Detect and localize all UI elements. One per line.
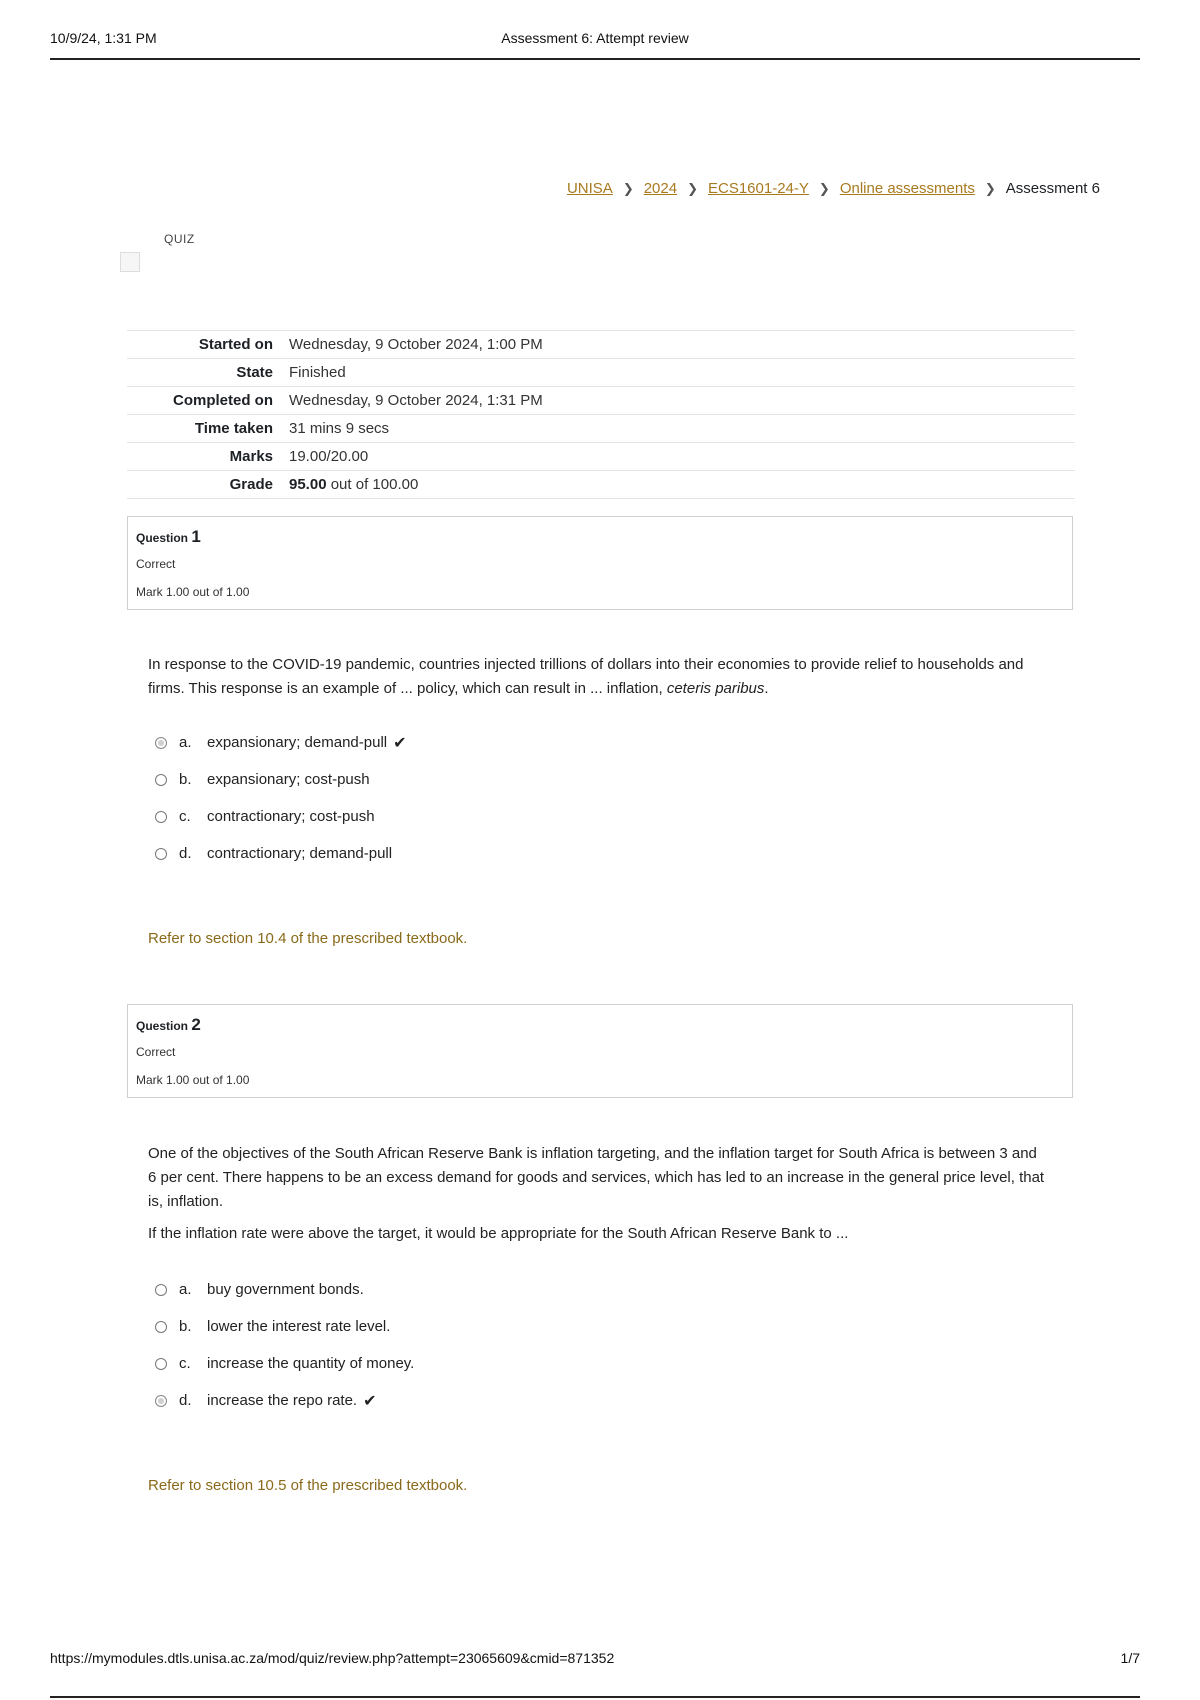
option-text: expansionary; demand-pull: [207, 734, 388, 751]
summary-value: [281, 471, 1075, 499]
radio-icon[interactable]: [155, 1284, 167, 1296]
radio-icon[interactable]: [155, 774, 167, 786]
question-number-value: 2: [191, 1015, 201, 1034]
summary-value: Finished: [281, 359, 1075, 387]
question-number-value: 1: [191, 527, 201, 546]
question-text-end: .: [764, 680, 769, 697]
option-letter: a.: [179, 734, 192, 751]
option-letter: c.: [179, 1355, 191, 1372]
breadcrumb-current: Assessment 6: [1005, 180, 1100, 197]
breadcrumb-link-unisa[interactable]: UNISA: [566, 180, 613, 197]
radio-icon[interactable]: [155, 1321, 167, 1333]
activity-type-label: QUIZ: [164, 232, 195, 246]
answer-options-1: [155, 724, 855, 872]
checkmark-icon: ✔: [393, 734, 407, 752]
answer-options-2: [155, 1271, 855, 1419]
question-text-1: [148, 653, 1048, 709]
summary-value: 19.00/20.00: [281, 443, 1075, 471]
question-number: [136, 1015, 1064, 1035]
summary-label: Grade: [127, 471, 281, 499]
question-info-1: [127, 516, 1073, 610]
summary-value: Wednesday, 9 October 2024, 1:00 PM: [281, 331, 1075, 359]
question-state: Correct: [136, 557, 176, 571]
question-label: Question: [136, 531, 189, 545]
question-text-paragraph: [148, 653, 1048, 701]
option-text: contractionary; demand-pull: [207, 845, 393, 862]
summary-label: State: [127, 359, 281, 387]
answer-option-a[interactable]: [155, 1271, 855, 1308]
grade-score: 95.00: [289, 476, 327, 493]
option-text: lower the interest rate level.: [207, 1318, 391, 1335]
print-title: Assessment 6: Attempt review: [501, 30, 689, 46]
checkmark-icon: ✔: [363, 1392, 377, 1410]
quiz-icon: [120, 252, 140, 272]
question-mark: Mark 1.00 out of 1.00: [136, 1073, 250, 1087]
summary-row-state: [127, 359, 1075, 387]
print-url: https://mymodules.dtls.unisa.ac.za/mod/quiz/review.php?attempt=23065609&cmid=871352: [50, 1650, 615, 1666]
answer-option-c[interactable]: [155, 1345, 855, 1382]
answer-option-b[interactable]: [155, 761, 855, 798]
option-letter: c.: [179, 808, 191, 825]
option-letter: d.: [179, 1392, 192, 1409]
question-info-2: [127, 1004, 1073, 1098]
radio-icon[interactable]: [155, 811, 167, 823]
answer-option-d[interactable]: [155, 1382, 855, 1419]
radio-checked-icon[interactable]: [155, 1395, 167, 1407]
grade-suffix: out of 100.00: [330, 476, 419, 493]
breadcrumb-link-online-assessments[interactable]: Online assessments: [839, 180, 975, 197]
chevron-right-icon: ❯: [984, 180, 996, 196]
option-letter: b.: [179, 1318, 192, 1335]
summary-row-started: [127, 331, 1075, 359]
chevron-right-icon: ❯: [818, 180, 830, 196]
breadcrumb: [567, 180, 1100, 197]
summary-row-completed: [127, 387, 1075, 415]
radio-checked-icon[interactable]: [155, 737, 167, 749]
answer-option-d[interactable]: [155, 835, 855, 872]
summary-value: 31 mins 9 secs: [281, 415, 1075, 443]
option-text: buy government bonds.: [207, 1281, 364, 1298]
option-text: increase the quantity of money.: [207, 1355, 415, 1372]
question-text-italic: ceteris paribus: [666, 680, 765, 697]
answer-option-b[interactable]: [155, 1308, 855, 1345]
summary-row-marks: [127, 443, 1075, 471]
summary-label: Marks: [127, 443, 281, 471]
question-text-2: [148, 1142, 1048, 1254]
option-text: contractionary; cost-push: [207, 808, 375, 825]
question-feedback-2: Refer to section 10.5 of the prescribed textbook.: [148, 1477, 468, 1494]
option-letter: a.: [179, 1281, 192, 1298]
print-datetime: 10/9/24, 1:31 PM: [50, 30, 157, 46]
print-footer: [50, 1650, 1140, 1698]
answer-option-a[interactable]: [155, 724, 855, 761]
summary-row-grade: [127, 471, 1075, 499]
breadcrumb-link-course[interactable]: ECS1601-24-Y: [708, 180, 809, 197]
option-letter: b.: [179, 771, 192, 788]
question-state: Correct: [136, 1045, 176, 1059]
summary-value: Wednesday, 9 October 2024, 1:31 PM: [281, 387, 1075, 415]
question-feedback-1: Refer to section 10.4 of the prescribed textbook.: [148, 930, 468, 947]
option-letter: d.: [179, 845, 192, 862]
chevron-right-icon: ❯: [687, 180, 698, 196]
question-text-paragraph: One of the objectives of the South African Reserve Bank is inflation targeting, and the inflation target for South Africa is between 3 and 6 per cent. There happens to be an excess demand for goods and services, which has led to an increase in the general price level, that is, inflation.: [148, 1145, 1045, 1210]
summary-label: Time taken: [127, 415, 281, 443]
chevron-right-icon: ❯: [622, 180, 634, 196]
summary-label: Completed on: [127, 387, 281, 415]
summary-label: Started on: [127, 331, 281, 359]
breadcrumb-link-year[interactable]: 2024: [643, 180, 678, 197]
question-text-paragraph: If the inflation rate were above the target, it would be appropriate for the South African Reserve Bank to ...: [148, 1225, 849, 1242]
option-text: increase the repo rate.: [207, 1392, 358, 1409]
question-number: [136, 527, 1064, 547]
summary-row-time-taken: [127, 415, 1075, 443]
attempt-summary-table: [127, 330, 1075, 499]
page-number: 1/7: [1120, 1650, 1140, 1666]
answer-option-c[interactable]: [155, 798, 855, 835]
question-label: Question: [136, 1019, 189, 1033]
question-text-main: In response to the COVID-19 pandemic, countries injected trillions of dollars into their economies to provide relief to households and firms. This response is an example of ... policy, which can result in ... inflation,: [148, 656, 1024, 697]
radio-icon[interactable]: [155, 848, 167, 860]
radio-icon[interactable]: [155, 1358, 167, 1370]
option-text: expansionary; cost-push: [207, 771, 370, 788]
print-header: [50, 28, 1140, 60]
question-mark: Mark 1.00 out of 1.00: [136, 585, 250, 599]
